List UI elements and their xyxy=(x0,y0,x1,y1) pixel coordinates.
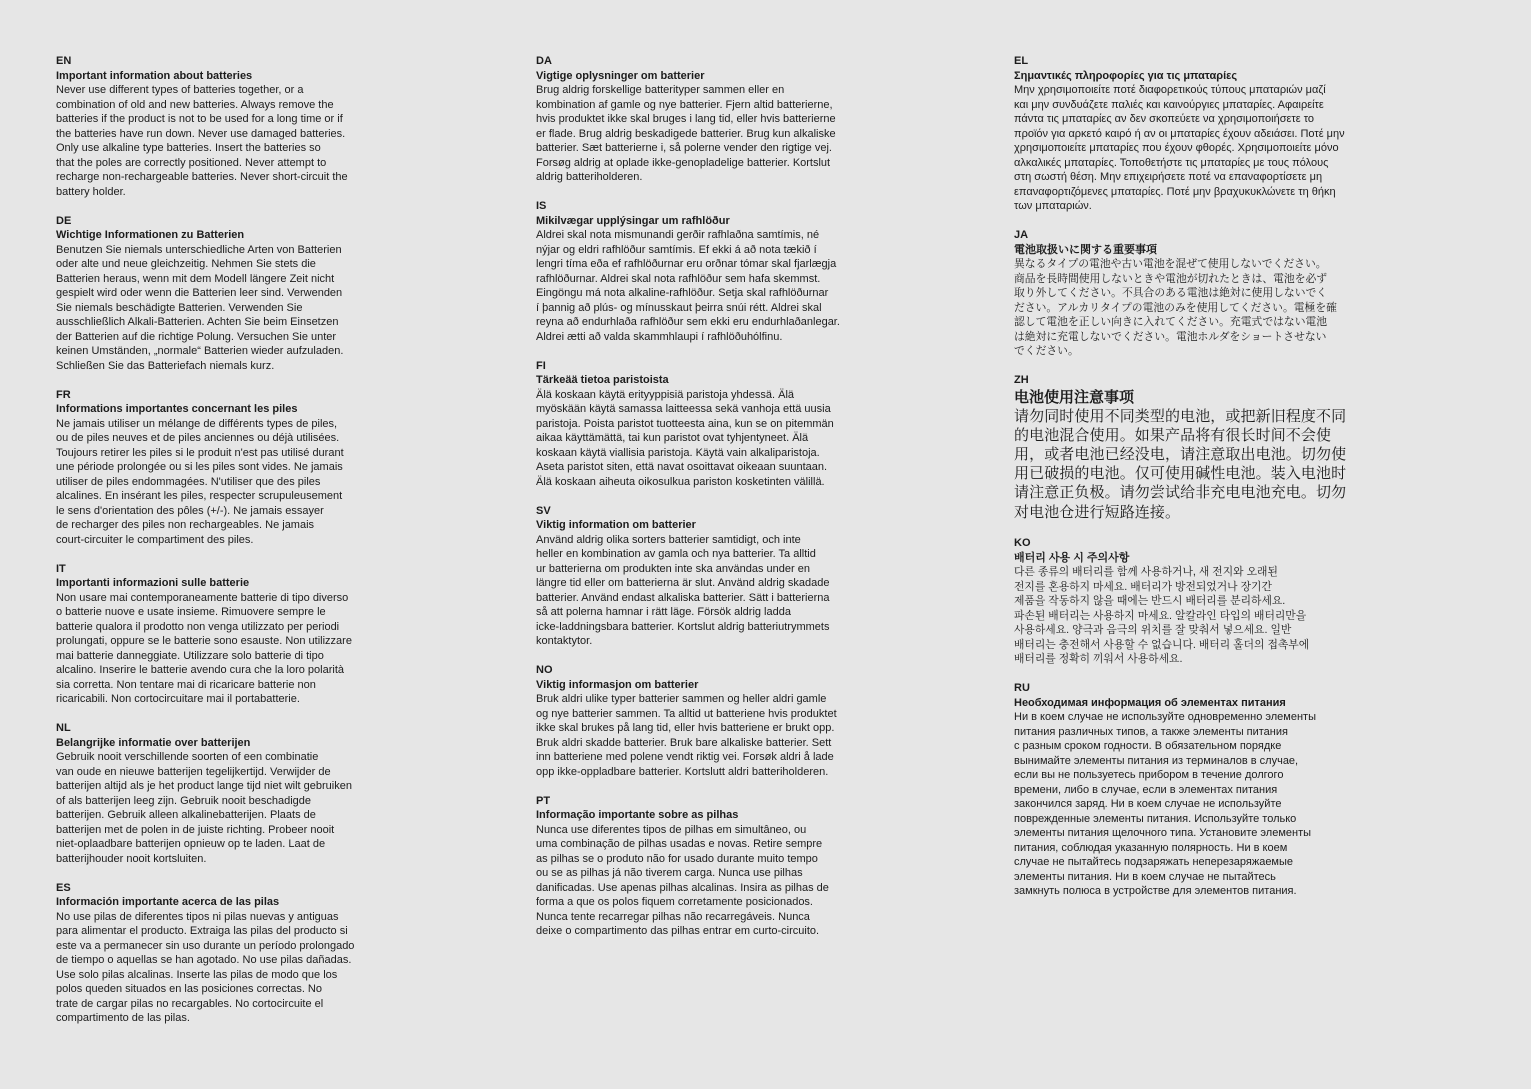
section-fi xyxy=(536,359,881,490)
section-body: Aldrei skal nota mismunandi gerðir rafhlaðna samtímis, né nýjar og eldri rafhlöður samtímis. Ef ekki á að nota tækið í lengri tíma eða ef rafhlöðurnar eru orðnar tómar skal fjarlægja rafhlöðurnar. Aldrei skal nota rafhlöður sem hafa skemmst. Eingöngu má nota alkaline-rafhlöður. Setja skal rafhlöðurnar í þannig að plús- og mínusskaut þeirra snúi rétt. Aldrei skal reyna að endurhlaða rafhlöður sem ekki eru endurhlaðanlegar. Aldrei ætti að valda skammhlaupi í rafhlöðuhólfinu. xyxy=(536,229,840,343)
language-code: RU xyxy=(1014,682,1030,695)
language-code: DE xyxy=(56,214,72,227)
section-title: 電池取扱いに関する重要事項 xyxy=(1014,243,1157,256)
section-body: Benutzen Sie niemals unterschiedliche Arten von Batterien oder alte und neue gleichzeitig. Nehmen Sie stets die Batterien heraus, wenn mit dem Modell längere Zeit nicht gespielt wird oder wenn die Batterien leer sind. Verwenden Sie niemals beschädigte Batterien. Verwenden Sie ausschließlich Alkali-Batterien. Achten Sie beim Einsetzen der Batterien auf die richtige Polung. Versuchen Sie unter keinen Umständen, „normale“ Batterien wieder aufzuladen. Schließen Sie das Batteriefach niemals kurz. xyxy=(56,243,344,372)
section-title: Importanti informazioni sulle batterie xyxy=(56,577,250,589)
section-es xyxy=(56,881,401,1026)
section-body: No use pilas de diferentes tipos ni pilas nuevas y antiguas para alimentar el producto. Extraiga las pilas del producto si este va a permanecer sin uso durante un período prolongado de tiempo o aquellas se han agotado. No use pilas dañadas. Use solo pilas alcalinas. Inserte las pilas de modo que los polos queden situados en las posiciones correctas. No trate de cargar pilas no recargables. No cortocircuite el compartimento de las pilas. xyxy=(56,910,355,1024)
section-title: Información importante acerca de las pilas xyxy=(56,896,280,908)
language-code: FI xyxy=(536,359,546,372)
section-de xyxy=(56,214,401,374)
section-title: Belangrijke informatie over batterijen xyxy=(56,736,251,749)
language-code: EL xyxy=(1014,55,1029,67)
section-title: Viktig informasjon om batterier xyxy=(536,678,699,691)
section-body: 请勿同时使用不同类型的电池，或把新旧程度不同 的电池混合使用。如果产品将有很长时间不会使 用，或者电池已经没电，请注意取出电池。切勿使 用已破损的电池。仅可使用碱性电池。装入电池时 请注意正负极。请勿尝试给非充电电池充电。切勿 对电池仓进行短路连接。 xyxy=(1014,407,1347,521)
language-code: IS xyxy=(536,200,547,212)
section-body: Never use different types of batteries together, or a combination of old and new batteries. Always remove the batteries if the product is not to be used for a long time or if the batteries have run down. Never use damaged batteries. Only use alkaline type batteries. Insert the batteries so that the poles are correctly positioned. Never attempt to recharge non-rechargeable batteries. Never short-circuit the battery holder. xyxy=(56,84,348,198)
section-body: Bruk aldri ulike typer batterier sammen og heller aldri gamle og nye batterier sammen. Ta alltid ut batteriene hvis produktet ikke skal brukes på lang tid, eller hvis batteriene er brukt opp. Bruk aldri skadde batterier. Bruk bare alkaliske batterier. Sett inn batteriene med polene vendt riktig vei. Forsøk aldri å lade opp ikke-oppladbare batterier. Kortslutt aldri batteriholderen. xyxy=(536,693,837,778)
section-title: Viktig information om batterier xyxy=(536,519,696,531)
language-code: IT xyxy=(56,562,66,575)
section-body: Non usare mai contemporaneamente batterie di tipo diverso o batterie nuove e usate insieme. Rimuovere sempre le batterie qualora il prodotto non venga utilizzato per periodi prolungati, oppure se le batterie sono esauste. Non utilizzare mai batterie danneggiate. Utilizzare solo batterie di tipo alcalino. Inserire le batterie avendo cura che la loro polarità sia corretta. Non tentare mai di ricaricare batterie non ricaricabili. Non cortocircuitare mai il portabatterie. xyxy=(56,591,352,705)
language-code: KO xyxy=(1014,537,1031,550)
section-title: Informations importantes concernant les piles xyxy=(56,403,298,415)
section-title: Informação importante sobre as pilhas xyxy=(536,809,739,821)
section-en xyxy=(56,54,401,199)
language-code: DA xyxy=(536,55,552,67)
language-code: NL xyxy=(56,722,71,734)
language-code: JA xyxy=(1014,229,1029,241)
section-is xyxy=(536,199,881,344)
column-right xyxy=(1014,54,1356,913)
section-ko xyxy=(1014,536,1356,667)
section-body: 異なるタイプの電池や古い電池を混ぜて使用しないでください。 商品を長時間使用しないときや電池が切れたときは、電池を必ず 取り外してください。不具合のある電池は絶対に使用しないでく ださい。アルカリタイプの電池のみを使用してください。電極を確 認して電池を正しい向きに入れてください。充電式ではない電池 は絶対に充電しないでください。電池ホルダをショートさせない でください。 xyxy=(1014,258,1337,357)
section-body: Gebruik nooit verschillende soorten of een combinatie van oude en nieuwe batterijen tegelijkertijd. Verwijder de batterijen altijd als je het product lange tijd niet wilt gebruiken of als batterijen leeg zijn. Gebruik nooit beschadigde batterijen. Gebruik alleen alkalinebatterijen. Plaats de batterijen met de polen in de juiste richting. Probeer nooit niet-oplaadbare batterijen opnieuw op te laden. Laat de batterijhouder nooit kortsluiten. xyxy=(56,751,352,865)
section-ja xyxy=(1014,228,1356,359)
language-code: FR xyxy=(56,388,71,401)
section-it xyxy=(56,562,401,707)
section-body: Ни в коем случае не используйте одновременно элементы питания различных типов, а также элементы питания с разным сроком годности. В обязательном порядке вынимайте элементы питания из терминалов в случае, если вы не пользуетесь прибором в течение долгого времени, либо в случае, если в элементах питания закончился заряд. Ни в коем случае не используйте поврежденные элементы питания. Используйте только элементы питания щелочного типа. Установите элементы питания, соблюдая указанную полярность. Ни в коем случае не пытайтесь подзаряжать неперезаряжаемые элементы питания. Ни в коем случае не пытайтесь замкнуть полюса в устройстве для элементов питания. xyxy=(1014,711,1316,898)
section-nl xyxy=(56,721,401,866)
section-body: Älä koskaan käytä erityyppisiä paristoja yhdessä. Älä myöskään käytä samassa laitteessa sekä vanhoja että uusia paristoja. Poista paristot tuotteesta aina, kun se on pitemmän aikaa käyttämättä, tai kun paristot ovat tyhjentyneet. Älä koskaan käytä viallisia paristoja. Käytä vain alkaliparistoja. Aseta paristot siten, että navat osoittavat oikeaan suuntaan. Älä koskaan aiheuta oikosulkua pariston kosketinten välillä. xyxy=(536,388,834,488)
section-title: Необходимая информация об элементах питания xyxy=(1014,696,1286,709)
section-ru xyxy=(1014,681,1356,899)
section-title: Wichtige Informationen zu Batterien xyxy=(56,229,245,241)
section-no xyxy=(536,663,881,779)
language-code: PT xyxy=(536,794,551,807)
section-body: Nunca use diferentes tipos de pilhas em simultâneo, ou uma combinação de pilhas usadas e novas. Retire sempre as pilhas se o produto não for usado durante muito tempo ou se as pilhas já não tiverem carga. Nunca use pilhas danificadas. Use apenas pilhas alcalinas. Insira as pilhas de forma a que os polos fiquem corretamente posicionados. Nunca tente recarregar pilhas não recarregáveis. Nunca deixe o compartimento das pilhas entrar em curto-circuito. xyxy=(536,823,829,937)
section-fr xyxy=(56,388,401,548)
section-title: 电池使用注意事项 xyxy=(1014,388,1135,406)
section-body: Brug aldrig forskellige batterityper sammen eller en kombination af gamle og nye batterier. Fjern altid batterierne, hvis produktet ikke skal bruges i lang tid, eller hvis batterierne er flade. Brug aldrig beskadigede batterier. Brug kun alkaliske batterier. Sæt batterierne i, så polerne vender den rigtige vej. Forsøg aldrig at oplade ikke-genopladelige batterier. Kortslut aldrig batteriholderen. xyxy=(536,84,836,183)
section-title: Vigtige oplysninger om batterier xyxy=(536,69,705,82)
section-title: Tärkeää tietoa paristoista xyxy=(536,374,669,386)
section-body: 다른 종류의 배터리를 함께 사용하거나, 새 전지와 오래된 전지를 혼용하지 마세요. 배터리가 방전되었거나 장기간 제품을 작동하지 않을 때에는 반드시 배터리를 분리하세요. 파손된 배터리는 사용하지 마세요. 알칼라인 타입의 배터리만을 사용하세요. 양극과 음극의 위치를 잘 맞춰서 넣으세요. 일반 배터리는 충전해서 사용할 수 없습니다. 배터리 홀더의 접촉부에 배터리를 정확히 끼워서 사용하세요. xyxy=(1014,566,1310,666)
section-title: 배터리 사용 시 주의사항 xyxy=(1014,551,1130,564)
language-code: EN xyxy=(56,55,72,67)
section-body: Μην χρησιμοποιείτε ποτέ διαφορετικούς τύπους μπαταριών μαζί και μην συνδυάζετε παλιές και καινούργιες μπαταρίες. Αφαιρείτε πάντα τις μπαταρίες αν δεν σκοπεύετε να χρησιμοποιήσετε το προϊόν για αρκετό καιρό ή αν οι μπαταρίες έχουν αδειάσει. Ποτέ μην χρησιμοποιείτε μπαταρίες που έχουν φθορές. Χρησιμοποιείτε μόνο αλκαλικές μπαταρίες. Τοποθετήστε τις μπαταρίες με τους πόλους στη σωστή θέση. Μην επιχειρήσετε ποτέ να επαναφορτίσετε μη επαναφορτιζόμενες μπαταρίες. Ποτέ μην βραχυκυκλώνετε τη θήκη των μπαταριών. xyxy=(1014,84,1345,212)
section-da xyxy=(536,54,881,185)
section-el xyxy=(1014,54,1356,214)
language-code: ZH xyxy=(1014,374,1029,386)
section-title: Important information about batteries xyxy=(56,69,253,82)
column-left xyxy=(56,54,401,1040)
language-code: ES xyxy=(56,881,71,894)
section-title: Mikilvægar upplýsingar um rafhlöður xyxy=(536,214,730,227)
section-body: Använd aldrig olika sorters batterier samtidigt, och inte heller en kombination av gamla och nya batterier. Ta alltid ur batterierna om produkten inte ska användas under en längre tid eller om batterierna är slut. Använd aldrig skadade batterier. Använd endast alkaliska batterier. Sätt i batterierna så att polerna hamnar i rätt läge. Försök aldrig ladda icke-laddningsbara batterier. Kortslut aldrig batteriutrymmets kontaktytor. xyxy=(536,533,830,647)
section-title: Σημαντικές πληροφορίες για τις μπαταρίες xyxy=(1014,69,1238,82)
section-body: Ne jamais utiliser un mélange de différents types de piles, ou de piles neuves et de piles anciennes ou déjà utilisées. Toujours retirer les piles si le produit n'est pas utilisé durant une période prolongée ou si les piles sont vides. Ne jamais utiliser de piles endommagées. N'utiliser que des piles alcalines. En insérant les piles, respecter scrupuleusement le sens d'orientation des pôles (+/-). Ne jamais essayer de recharger des piles non rechargeables. Ne jamais court-circuiter le compartiment des piles. xyxy=(56,417,344,546)
language-code: SV xyxy=(536,504,551,517)
language-code: NO xyxy=(536,664,553,676)
column-middle xyxy=(536,54,881,953)
section-sv xyxy=(536,504,881,649)
section-pt xyxy=(536,794,881,939)
section-zh xyxy=(1014,373,1356,522)
